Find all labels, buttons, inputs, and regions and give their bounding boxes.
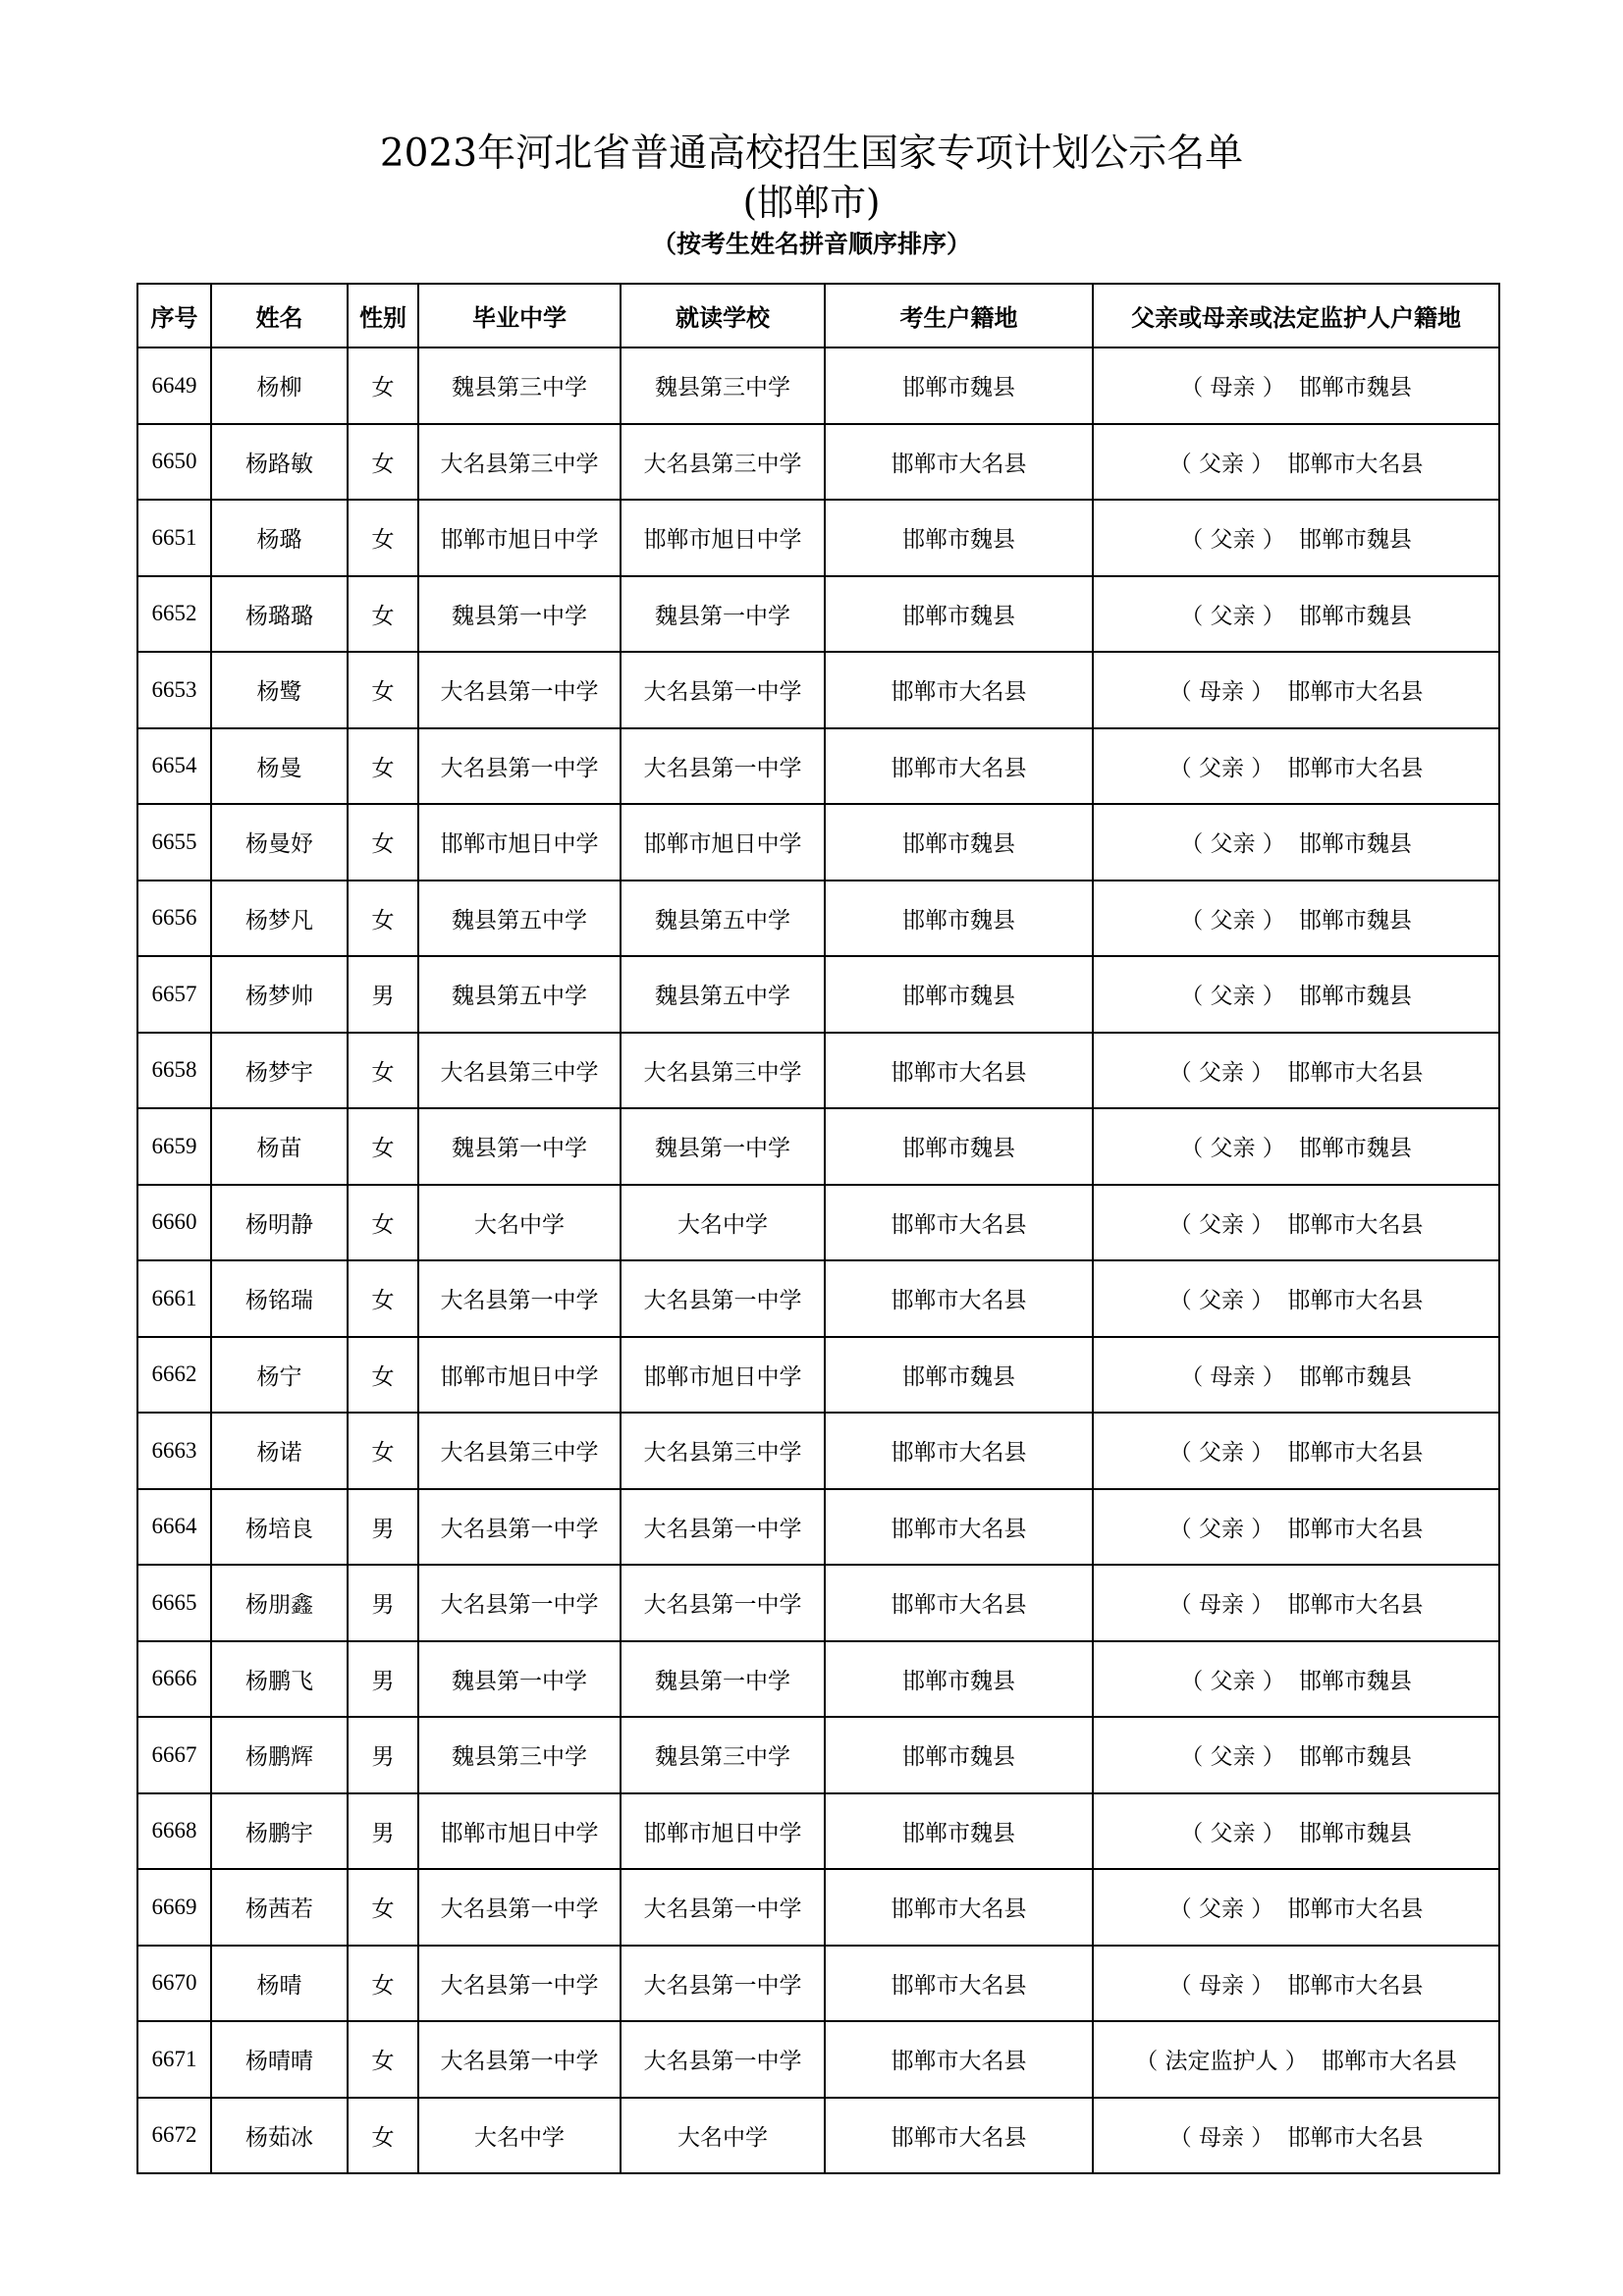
cell-seq: 6660 xyxy=(137,1185,211,1261)
cell-grad-school: 大名县第一中学 xyxy=(418,728,621,805)
guardian-residence: 邯郸市魏县 xyxy=(1298,1744,1412,1771)
cell-name: 杨曼妤 xyxy=(211,804,348,881)
table-row xyxy=(137,881,1499,957)
cell-guardian xyxy=(1093,1793,1499,1870)
header-name: 姓名 xyxy=(211,284,348,347)
cell-residence: 邯郸市大名县 xyxy=(825,1033,1093,1109)
guardian-relation: （ 母亲 ） xyxy=(1180,375,1285,401)
cell-gender: 男 xyxy=(348,956,418,1033)
table-row xyxy=(137,2021,1499,2098)
cell-name: 杨晴晴 xyxy=(211,2021,348,2098)
cell-current-school: 魏县第一中学 xyxy=(621,576,825,653)
cell-name: 杨苗 xyxy=(211,1108,348,1185)
cell-name: 杨培良 xyxy=(211,1489,348,1566)
table-row xyxy=(137,1185,1499,1261)
cell-grad-school: 魏县第三中学 xyxy=(418,1717,621,1793)
header-residence: 考生户籍地 xyxy=(825,284,1093,347)
cell-gender: 女 xyxy=(348,1413,418,1489)
guardian-relation: （ 父亲 ） xyxy=(1168,755,1274,781)
cell-gender: 女 xyxy=(348,576,418,653)
table-row xyxy=(137,1641,1499,1718)
cell-current-school: 魏县第三中学 xyxy=(621,1717,825,1793)
cell-guardian xyxy=(1093,1033,1499,1109)
cell-seq: 6669 xyxy=(137,1869,211,1946)
guardian-relation: （ 母亲 ） xyxy=(1168,679,1274,706)
cell-guardian xyxy=(1093,1413,1499,1489)
table-row xyxy=(137,1565,1499,1641)
cell-guardian xyxy=(1093,1260,1499,1337)
document-title: 2023年河北省普通高校招生国家专项计划公示名单 xyxy=(379,132,1244,176)
guardian-residence: 邯郸市大名县 xyxy=(1287,755,1424,781)
cell-gender: 女 xyxy=(348,2021,418,2098)
guardian-relation: （ 父亲 ） xyxy=(1180,1820,1285,1846)
cell-grad-school: 大名县第一中学 xyxy=(418,2021,621,2098)
cell-grad-school: 大名县第一中学 xyxy=(418,1946,621,2022)
cell-guardian xyxy=(1093,1869,1499,1946)
cell-residence: 邯郸市大名县 xyxy=(825,1413,1093,1489)
cell-current-school: 魏县第五中学 xyxy=(621,881,825,957)
guardian-residence: 邯郸市大名县 xyxy=(1287,1972,1424,1999)
cell-residence: 邯郸市大名县 xyxy=(825,2021,1093,2098)
cell-residence: 邯郸市大名县 xyxy=(825,1565,1093,1641)
cell-name: 杨梦宇 xyxy=(211,1033,348,1109)
cell-current-school: 大名中学 xyxy=(621,2098,825,2174)
cell-name: 杨鹏飞 xyxy=(211,1641,348,1718)
cell-guardian xyxy=(1093,576,1499,653)
guardian-residence: 邯郸市大名县 xyxy=(1287,1516,1424,1542)
document-subtitle: (邯郸市) xyxy=(742,182,881,224)
cell-name: 杨梦帅 xyxy=(211,956,348,1033)
cell-guardian xyxy=(1093,2098,1499,2174)
cell-current-school: 大名县第三中学 xyxy=(621,1033,825,1109)
cell-name: 杨铭瑞 xyxy=(211,1260,348,1337)
cell-seq: 6670 xyxy=(137,1946,211,2022)
table-row xyxy=(137,500,1499,576)
cell-gender: 女 xyxy=(348,1337,418,1414)
cell-gender: 女 xyxy=(348,804,418,881)
cell-current-school: 大名县第一中学 xyxy=(621,1946,825,2022)
cell-grad-school: 魏县第五中学 xyxy=(418,956,621,1033)
guardian-residence: 邯郸市大名县 xyxy=(1287,1896,1424,1923)
cell-grad-school: 魏县第一中学 xyxy=(418,1641,621,1718)
header-seq: 序号 xyxy=(137,284,211,347)
cell-gender: 女 xyxy=(348,2098,418,2174)
header-row xyxy=(137,284,1499,347)
cell-seq: 6655 xyxy=(137,804,211,881)
table-row xyxy=(137,1946,1499,2022)
guardian-residence: 邯郸市大名县 xyxy=(1287,2124,1424,2151)
cell-grad-school: 大名县第一中学 xyxy=(418,1565,621,1641)
cell-current-school: 魏县第五中学 xyxy=(621,956,825,1033)
cell-gender: 女 xyxy=(348,347,418,424)
table-row xyxy=(137,1033,1499,1109)
cell-name: 杨晴 xyxy=(211,1946,348,2022)
cell-name: 杨鹭 xyxy=(211,652,348,728)
cell-guardian xyxy=(1093,728,1499,805)
cell-seq: 6663 xyxy=(137,1413,211,1489)
guardian-residence: 邯郸市大名县 xyxy=(1287,679,1424,706)
table-row xyxy=(137,424,1499,501)
cell-residence: 邯郸市大名县 xyxy=(825,1489,1093,1566)
guardian-relation: （ 母亲 ） xyxy=(1168,2124,1274,2151)
cell-grad-school: 大名县第三中学 xyxy=(418,1413,621,1489)
table-row xyxy=(137,576,1499,653)
cell-gender: 女 xyxy=(348,1185,418,1261)
cell-grad-school: 魏县第一中学 xyxy=(418,1108,621,1185)
cell-residence: 邯郸市大名县 xyxy=(825,1946,1093,2022)
cell-gender: 女 xyxy=(348,1108,418,1185)
guardian-residence: 邯郸市大名县 xyxy=(1287,451,1424,477)
cell-name: 杨明静 xyxy=(211,1185,348,1261)
guardian-relation: （ 父亲 ） xyxy=(1180,1136,1285,1162)
cell-grad-school: 大名县第三中学 xyxy=(418,1033,621,1109)
cell-gender: 男 xyxy=(348,1489,418,1566)
cell-name: 杨柳 xyxy=(211,347,348,424)
cell-gender: 女 xyxy=(348,728,418,805)
cell-seq: 6650 xyxy=(137,424,211,501)
cell-guardian xyxy=(1093,652,1499,728)
guardian-residence: 邯郸市大名县 xyxy=(1287,1440,1424,1467)
table-row xyxy=(137,1869,1499,1946)
cell-residence: 邯郸市魏县 xyxy=(825,500,1093,576)
cell-current-school: 大名县第一中学 xyxy=(621,1869,825,1946)
cell-seq: 6667 xyxy=(137,1717,211,1793)
cell-grad-school: 大名县第三中学 xyxy=(418,424,621,501)
cell-current-school: 大名县第三中学 xyxy=(621,1413,825,1489)
cell-seq: 6649 xyxy=(137,347,211,424)
table-row xyxy=(137,1260,1499,1337)
cell-guardian xyxy=(1093,1717,1499,1793)
roster-table xyxy=(136,283,1500,2174)
guardian-residence: 邯郸市魏县 xyxy=(1298,375,1412,401)
table-row xyxy=(137,1108,1499,1185)
guardian-relation: （ 父亲 ） xyxy=(1180,1744,1285,1771)
cell-residence: 邯郸市魏县 xyxy=(825,1641,1093,1718)
cell-name: 杨宁 xyxy=(211,1337,348,1414)
header-grad-school: 毕业中学 xyxy=(418,284,621,347)
cell-name: 杨曼 xyxy=(211,728,348,805)
guardian-residence: 邯郸市魏县 xyxy=(1298,1668,1412,1694)
cell-name: 杨梦凡 xyxy=(211,881,348,957)
table-row xyxy=(137,1413,1499,1489)
cell-residence: 邯郸市魏县 xyxy=(825,347,1093,424)
cell-residence: 邯郸市大名县 xyxy=(825,1869,1093,1946)
table-row xyxy=(137,1489,1499,1566)
cell-seq: 6657 xyxy=(137,956,211,1033)
cell-residence: 邯郸市魏县 xyxy=(825,576,1093,653)
cell-grad-school: 邯郸市旭日中学 xyxy=(418,804,621,881)
cell-gender: 男 xyxy=(348,1793,418,1870)
table-row xyxy=(137,1717,1499,1793)
cell-guardian xyxy=(1093,500,1499,576)
cell-gender: 女 xyxy=(348,1869,418,1946)
cell-current-school: 邯郸市旭日中学 xyxy=(621,804,825,881)
cell-residence: 邯郸市大名县 xyxy=(825,1185,1093,1261)
roster-body xyxy=(137,347,1499,2173)
cell-seq: 6661 xyxy=(137,1260,211,1337)
cell-gender: 女 xyxy=(348,881,418,957)
cell-grad-school: 大名中学 xyxy=(418,2098,621,2174)
cell-gender: 女 xyxy=(348,1260,418,1337)
cell-seq: 6666 xyxy=(137,1641,211,1718)
guardian-relation: （ 父亲 ） xyxy=(1180,1668,1285,1694)
guardian-residence: 邯郸市魏县 xyxy=(1298,831,1412,858)
cell-grad-school: 大名县第一中学 xyxy=(418,1869,621,1946)
guardian-residence: 邯郸市魏县 xyxy=(1298,907,1412,934)
cell-grad-school: 大名县第一中学 xyxy=(418,1260,621,1337)
guardian-relation: （ 父亲 ） xyxy=(1180,527,1285,554)
cell-residence: 邯郸市魏县 xyxy=(825,881,1093,957)
guardian-relation: （ 父亲 ） xyxy=(1168,1288,1274,1314)
cell-current-school: 邯郸市旭日中学 xyxy=(621,500,825,576)
cell-guardian xyxy=(1093,1489,1499,1566)
guardian-relation: （ 父亲 ） xyxy=(1168,451,1274,477)
cell-residence: 邯郸市大名县 xyxy=(825,2098,1093,2174)
cell-guardian xyxy=(1093,881,1499,957)
cell-current-school: 邯郸市旭日中学 xyxy=(621,1793,825,1870)
cell-guardian xyxy=(1093,804,1499,881)
table-row xyxy=(137,1337,1499,1414)
cell-seq: 6662 xyxy=(137,1337,211,1414)
cell-guardian xyxy=(1093,1946,1499,2022)
guardian-residence: 邯郸市大名县 xyxy=(1287,1211,1424,1238)
guardian-residence: 邯郸市魏县 xyxy=(1298,527,1412,554)
cell-residence: 邯郸市魏县 xyxy=(825,1717,1093,1793)
header-current-school: 就读学校 xyxy=(621,284,825,347)
guardian-relation: （ 父亲 ） xyxy=(1168,1516,1274,1542)
cell-gender: 男 xyxy=(348,1717,418,1793)
cell-residence: 邯郸市大名县 xyxy=(825,728,1093,805)
cell-residence: 邯郸市魏县 xyxy=(825,1793,1093,1870)
guardian-relation: （ 父亲 ） xyxy=(1180,907,1285,934)
cell-current-school: 魏县第一中学 xyxy=(621,1108,825,1185)
guardian-relation: （ 父亲 ） xyxy=(1180,831,1285,858)
cell-gender: 男 xyxy=(348,1641,418,1718)
cell-seq: 6654 xyxy=(137,728,211,805)
cell-name: 杨璐璐 xyxy=(211,576,348,653)
cell-guardian xyxy=(1093,956,1499,1033)
cell-current-school: 邯郸市旭日中学 xyxy=(621,1337,825,1414)
cell-name: 杨茹冰 xyxy=(211,2098,348,2174)
guardian-relation: （ 法定监护人 ） xyxy=(1135,2049,1308,2075)
cell-name: 杨鹏宇 xyxy=(211,1793,348,1870)
guardian-relation: （ 父亲 ） xyxy=(1168,1440,1274,1467)
cell-guardian xyxy=(1093,347,1499,424)
cell-gender: 男 xyxy=(348,1565,418,1641)
cell-current-school: 魏县第一中学 xyxy=(621,1641,825,1718)
cell-current-school: 大名县第一中学 xyxy=(621,1260,825,1337)
cell-guardian xyxy=(1093,1565,1499,1641)
table-row xyxy=(137,728,1499,805)
cell-name: 杨璐 xyxy=(211,500,348,576)
table-row xyxy=(137,347,1499,424)
guardian-relation: （ 父亲 ） xyxy=(1180,603,1285,629)
cell-gender: 女 xyxy=(348,424,418,501)
guardian-relation: （ 父亲 ） xyxy=(1168,1211,1274,1238)
cell-current-school: 大名县第一中学 xyxy=(621,728,825,805)
guardian-relation: （ 父亲 ） xyxy=(1180,984,1285,1010)
cell-guardian xyxy=(1093,1185,1499,1261)
table-row xyxy=(137,2098,1499,2174)
cell-guardian xyxy=(1093,2021,1499,2098)
guardian-relation: （ 母亲 ） xyxy=(1180,1363,1285,1390)
cell-name: 杨朋鑫 xyxy=(211,1565,348,1641)
cell-grad-school: 大名县第一中学 xyxy=(418,652,621,728)
guardian-residence: 邯郸市魏县 xyxy=(1298,603,1412,629)
cell-guardian xyxy=(1093,1337,1499,1414)
cell-guardian xyxy=(1093,1641,1499,1718)
cell-guardian xyxy=(1093,1108,1499,1185)
guardian-residence: 邯郸市魏县 xyxy=(1298,1820,1412,1846)
cell-current-school: 大名县第一中学 xyxy=(621,2021,825,2098)
cell-seq: 6653 xyxy=(137,652,211,728)
cell-seq: 6664 xyxy=(137,1489,211,1566)
guardian-residence: 邯郸市大名县 xyxy=(1287,1592,1424,1619)
guardian-residence: 邯郸市魏县 xyxy=(1298,1363,1412,1390)
guardian-relation: （ 母亲 ） xyxy=(1168,1592,1274,1619)
cell-gender: 女 xyxy=(348,652,418,728)
guardian-residence: 邯郸市大名县 xyxy=(1287,1288,1424,1314)
cell-name: 杨诺 xyxy=(211,1413,348,1489)
table-row xyxy=(137,956,1499,1033)
cell-residence: 邯郸市大名县 xyxy=(825,1260,1093,1337)
cell-gender: 女 xyxy=(348,1033,418,1109)
cell-seq: 6658 xyxy=(137,1033,211,1109)
cell-seq: 6671 xyxy=(137,2021,211,2098)
cell-grad-school: 魏县第一中学 xyxy=(418,576,621,653)
cell-name: 杨鹏辉 xyxy=(211,1717,348,1793)
cell-grad-school: 魏县第三中学 xyxy=(418,347,621,424)
cell-current-school: 大名中学 xyxy=(621,1185,825,1261)
header-gender: 性别 xyxy=(348,284,418,347)
cell-name: 杨茜若 xyxy=(211,1869,348,1946)
table-row xyxy=(137,652,1499,728)
cell-guardian xyxy=(1093,424,1499,501)
cell-current-school: 大名县第一中学 xyxy=(621,1489,825,1566)
cell-seq: 6672 xyxy=(137,2098,211,2174)
cell-grad-school: 魏县第五中学 xyxy=(418,881,621,957)
guardian-residence: 邯郸市大名县 xyxy=(1287,1059,1424,1086)
cell-residence: 邯郸市魏县 xyxy=(825,956,1093,1033)
cell-current-school: 大名县第一中学 xyxy=(621,652,825,728)
cell-seq: 6656 xyxy=(137,881,211,957)
cell-name: 杨路敏 xyxy=(211,424,348,501)
guardian-relation: （ 母亲 ） xyxy=(1168,1972,1274,1999)
sort-note: （按考生姓名拼音顺序排序） xyxy=(651,230,971,258)
cell-grad-school: 邯郸市旭日中学 xyxy=(418,1793,621,1870)
cell-current-school: 魏县第三中学 xyxy=(621,347,825,424)
cell-seq: 6668 xyxy=(137,1793,211,1870)
cell-grad-school: 邯郸市旭日中学 xyxy=(418,500,621,576)
cell-grad-school: 邯郸市旭日中学 xyxy=(418,1337,621,1414)
cell-current-school: 大名县第一中学 xyxy=(621,1565,825,1641)
cell-residence: 邯郸市大名县 xyxy=(825,424,1093,501)
cell-grad-school: 大名中学 xyxy=(418,1185,621,1261)
cell-seq: 6659 xyxy=(137,1108,211,1185)
cell-seq: 6665 xyxy=(137,1565,211,1641)
cell-gender: 女 xyxy=(348,500,418,576)
guardian-residence: 邯郸市大名县 xyxy=(1321,2049,1457,2075)
cell-seq: 6652 xyxy=(137,576,211,653)
table-row xyxy=(137,1793,1499,1870)
cell-residence: 邯郸市魏县 xyxy=(825,1108,1093,1185)
guardian-residence: 邯郸市魏县 xyxy=(1298,984,1412,1010)
cell-residence: 邯郸市魏县 xyxy=(825,1337,1093,1414)
cell-grad-school: 大名县第一中学 xyxy=(418,1489,621,1566)
cell-residence: 邯郸市大名县 xyxy=(825,652,1093,728)
guardian-residence: 邯郸市魏县 xyxy=(1298,1136,1412,1162)
cell-seq: 6651 xyxy=(137,500,211,576)
table-row xyxy=(137,804,1499,881)
header-guardian-residence: 父亲或母亲或法定监护人户籍地 xyxy=(1093,284,1499,347)
cell-current-school: 大名县第三中学 xyxy=(621,424,825,501)
guardian-relation: （ 父亲 ） xyxy=(1168,1896,1274,1923)
cell-gender: 女 xyxy=(348,1946,418,2022)
guardian-relation: （ 父亲 ） xyxy=(1168,1059,1274,1086)
cell-residence: 邯郸市魏县 xyxy=(825,804,1093,881)
